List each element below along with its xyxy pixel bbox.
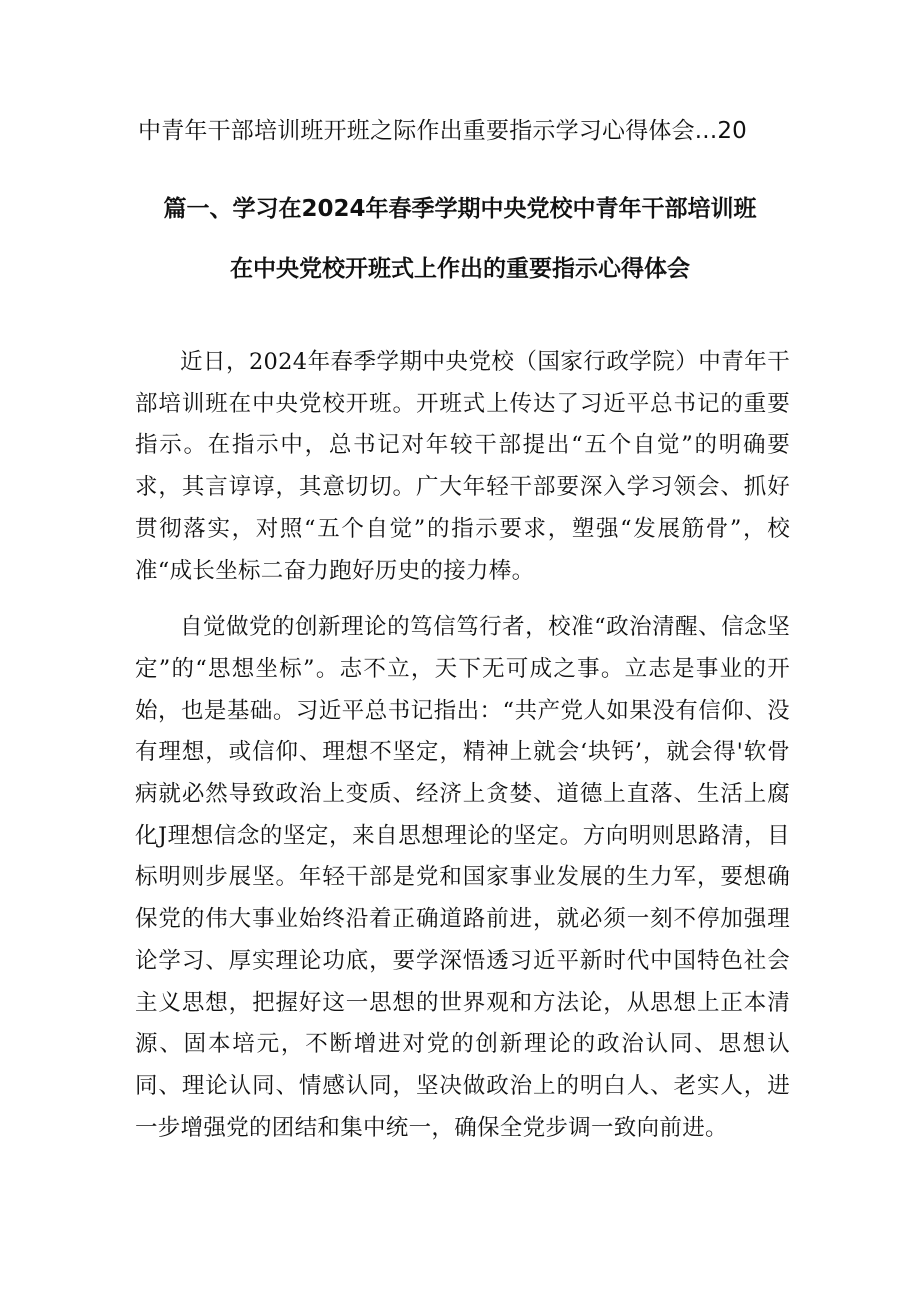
paragraph-2: 自觉做党的创新理论的笃信笃行者，校准“政治清醒、信念坚定”的“思想坐标”。志不立，天下无可成之事。立志是事业的开始，也是基础。习近平总书记指出：“共产党人如果没有信仰、没有理想，或信仰、理想不坚定，精神上就会‘块钙’，就会得'软骨病就必然导致政治上变质、经济上贪婪、道德上直落、生活上腐化J理想信念的坚定，来自思想理论的坚定。方向明则思路清，目标明则步展坚。年轻干部是党和国家事业发展的生力军，要想确保党的伟大事业始终沿着正确道路前进，就必须一刻不停加强理论学习、厚实理论功底，要学深悟透习近平新时代中国特色社会主义思想，把握好这一思想的世界观和方法论，从思想上正本清源、固本培元，不断增进对党的创新理论的政治认同、思想认同、理论认同、情感认同，坚决做政治上的明白人、老实人，进一步增强党的团结和集中统一，确保全党步调一致向前进。 bbox=[135, 614, 790, 1141]
article-title-line-2: 在中央党校开班式上作出的重要指示心得体会 bbox=[230, 256, 690, 282]
article-title-line-1: 篇一、学习在2024年春季学期中央党校中青年干部培训班 bbox=[163, 196, 757, 222]
article-body bbox=[135, 342, 790, 1149]
toc-entry: 中青年干部培训班开班之际作出重要指示学习心得体会...20 bbox=[138, 118, 747, 144]
paragraph-1: 近日，2024年春季学期中央党校（国家行政学院）中青年干部培训班在中央党校开班。开班式上传达了习近平总书记的重要指示。在指示中，总书记对年较干部提出“五个自觉”的明确要求，其言谆谆，其意切切。广大年轻干部要深入学习领会、抓好贯彻落实，对照“五个自觉”的指示要求，塑强“发展筋骨”，校准“成长坐标二奋力跑好历史的接力棒。 bbox=[135, 349, 790, 584]
